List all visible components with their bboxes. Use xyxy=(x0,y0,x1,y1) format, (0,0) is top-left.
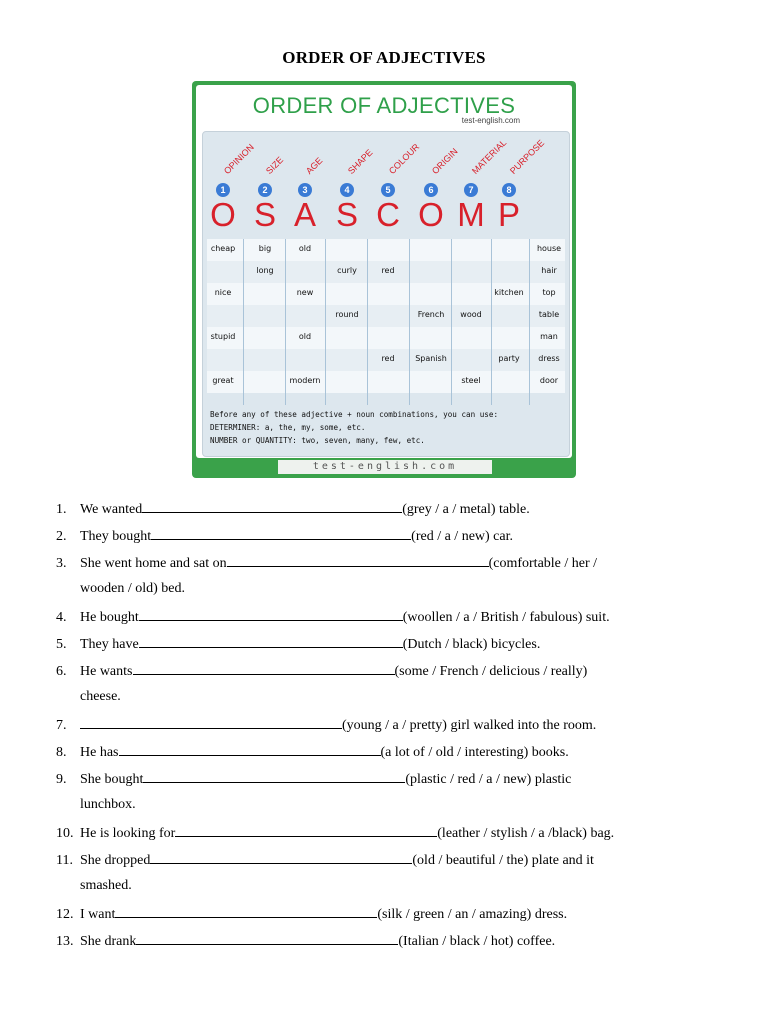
answer-blank[interactable] xyxy=(133,662,395,675)
exercise-stem: She went home and sat on xyxy=(80,556,227,571)
table-cell: top xyxy=(542,288,556,297)
table-cell: man xyxy=(540,332,558,341)
table-cell: dress xyxy=(538,354,560,363)
exercise-prompt: (old / beautiful / the) plate and it xyxy=(412,853,594,868)
table-cell: round xyxy=(335,310,359,319)
exercise-prompt: (grey / a / metal) table. xyxy=(402,502,530,517)
exercise-number: 5. xyxy=(56,637,67,652)
acronym-letter: S xyxy=(253,196,276,233)
answer-blank[interactable] xyxy=(119,743,381,756)
table-cell: old xyxy=(298,244,312,253)
column-divider xyxy=(409,239,410,405)
exercise-stem: He bought xyxy=(80,610,139,625)
acronym-letter: S xyxy=(335,196,358,233)
chart-panel xyxy=(202,131,570,457)
exercise-number: 8. xyxy=(56,745,67,760)
category-number-5: 5 xyxy=(381,183,395,197)
exercise-stem: They have xyxy=(80,637,139,652)
exercise-number: 3. xyxy=(56,556,67,571)
table-cell: modern xyxy=(289,376,321,385)
exercise-prompt: (leather / stylish / a /black) bag. xyxy=(437,826,615,841)
table-cell: wood xyxy=(460,310,482,319)
answer-blank[interactable] xyxy=(142,500,402,513)
exercise-item xyxy=(56,851,594,870)
category-label-opinion: OPINION xyxy=(221,142,256,176)
category-label-material: MATERIAL xyxy=(469,137,509,176)
answer-blank[interactable] xyxy=(150,851,412,864)
table-cell: stupid xyxy=(210,332,236,341)
table-row xyxy=(207,371,565,393)
exercise-continuation: cheese. xyxy=(80,689,121,704)
category-number-8: 8 xyxy=(502,183,516,197)
table-cell: hair xyxy=(541,266,557,275)
column-divider xyxy=(367,239,368,405)
answer-blank[interactable] xyxy=(80,716,342,729)
exercise-stem: He is looking for xyxy=(80,826,176,841)
table-row xyxy=(207,327,565,349)
table-cell: red xyxy=(381,354,395,363)
exercise-stem: I want xyxy=(80,907,116,922)
exercise-continuation: wooden / old) bed. xyxy=(80,581,185,596)
table-cell: curly xyxy=(337,266,357,275)
exercise-continuation: smashed. xyxy=(80,878,132,893)
chart-site-label: test-english.com xyxy=(461,116,520,125)
category-number-6: 6 xyxy=(424,183,438,197)
exercise-number: 6. xyxy=(56,664,67,679)
table-cell: French xyxy=(417,310,445,319)
exercise-stem: He wants xyxy=(80,664,133,679)
exercise-prompt: (comfortable / her / xyxy=(488,556,598,571)
acronym-letter: O xyxy=(210,196,236,233)
exercise-item xyxy=(56,932,555,951)
answer-blank[interactable] xyxy=(136,932,398,945)
category-number-1: 1 xyxy=(216,183,230,197)
exercise-item xyxy=(56,500,530,519)
exercise-item xyxy=(56,716,596,735)
answer-blank[interactable] xyxy=(139,635,403,648)
exercise-item xyxy=(56,824,614,843)
table-cell: big xyxy=(258,244,272,253)
table-cell: new xyxy=(296,288,314,297)
exercise-item xyxy=(56,662,587,681)
category-number-2: 2 xyxy=(258,183,272,197)
exercise-number: 1. xyxy=(56,502,67,517)
answer-blank[interactable] xyxy=(139,608,403,621)
exercise-stem: She bought xyxy=(80,772,144,787)
exercise-number: 9. xyxy=(56,772,67,787)
exercise-prompt: (woollen / a / British / fabulous) suit. xyxy=(402,610,610,625)
chart-inner xyxy=(196,85,572,458)
exercise-number: 10. xyxy=(56,826,74,841)
table-row xyxy=(207,305,565,327)
exercise-stem: We wanted xyxy=(80,502,143,517)
table-cell: kitchen xyxy=(494,288,524,297)
exercise-prompt: (plastic / red / a / new) plastic xyxy=(405,772,572,787)
table-cell: door xyxy=(539,376,559,385)
exercise-number: 13. xyxy=(56,934,74,949)
exercise-stem: He has xyxy=(80,745,119,760)
answer-blank[interactable] xyxy=(115,905,377,918)
exercise-number: 12. xyxy=(56,907,74,922)
exercise-prompt: (Dutch / black) bicycles. xyxy=(402,637,541,652)
acronym-letter: C xyxy=(376,196,400,233)
table-cell: table xyxy=(538,310,560,319)
chart-note: Before any of these adjective + noun combinations, you can use: xyxy=(210,410,499,419)
exercise-item xyxy=(56,743,569,762)
answer-blank[interactable] xyxy=(143,770,405,783)
table-cell: Spanish xyxy=(415,354,447,363)
acronym-letter: A xyxy=(293,196,316,233)
table-cell: nice xyxy=(214,288,232,297)
exercise-number: 4. xyxy=(56,610,67,625)
category-label-size: SIZE xyxy=(263,154,286,176)
exercise-stem: She drank xyxy=(80,934,137,949)
answer-blank[interactable] xyxy=(151,527,411,540)
answer-blank[interactable] xyxy=(175,824,437,837)
category-label-shape: SHAPE xyxy=(345,147,375,176)
category-number-4: 4 xyxy=(340,183,354,197)
acronym-letter: O xyxy=(418,196,444,233)
exercise-item xyxy=(56,770,571,789)
exercise-prompt: (Italian / black / hot) coffee. xyxy=(398,934,556,949)
category-label-purpose: PURPOSE xyxy=(507,137,547,176)
category-label-origin: ORIGIN xyxy=(429,146,460,176)
acronym-letter: P xyxy=(497,196,520,233)
exercise-item xyxy=(56,635,540,654)
category-label-age: AGE xyxy=(303,155,325,176)
acronym-letter: M xyxy=(457,196,485,233)
table-cell: old xyxy=(298,332,312,341)
chart-title: ORDER OF ADJECTIVES xyxy=(252,93,516,118)
order-of-adjectives-chart xyxy=(192,81,576,478)
chart-note: NUMBER or QUANTITY: two, seven, many, few, etc. xyxy=(210,436,425,445)
category-number-7: 7 xyxy=(464,183,478,197)
exercise-number: 2. xyxy=(56,529,67,544)
table-cell: party xyxy=(498,354,520,363)
exercise-item xyxy=(56,608,610,627)
category-number-3: 3 xyxy=(298,183,312,197)
exercise-prompt: (some / French / delicious / really) xyxy=(394,664,588,679)
exercise-prompt: (silk / green / an / amazing) dress. xyxy=(377,907,568,922)
table-cell: long xyxy=(256,266,274,275)
exercise-stem: She dropped xyxy=(80,853,151,868)
category-label-colour: COLOUR xyxy=(386,141,422,176)
answer-blank[interactable] xyxy=(227,554,489,567)
footer-site-label: test-english.com xyxy=(278,460,492,474)
exercise-prompt: (red / a / new) car. xyxy=(411,529,513,544)
exercise-number: 11. xyxy=(56,853,73,868)
exercise-item xyxy=(56,905,567,924)
table-cell: great xyxy=(212,376,234,385)
exercise-number: 7. xyxy=(56,718,67,733)
exercise-prompt: (young / a / pretty) girl walked into the room. xyxy=(342,718,597,733)
exercise-prompt: (a lot of / old / interesting) books. xyxy=(380,745,569,760)
page-title: ORDER OF ADJECTIVES xyxy=(282,48,486,67)
table-cell: house xyxy=(536,244,562,253)
exercise-continuation: lunchbox. xyxy=(80,797,136,812)
table-cell: steel xyxy=(461,376,481,385)
table-cell: cheap xyxy=(210,244,236,253)
chart-note: DETERMINER: a, the, my, some, etc. xyxy=(210,423,366,432)
exercise-item xyxy=(56,554,597,573)
chart-footer xyxy=(196,458,572,476)
table-cell: red xyxy=(381,266,395,275)
exercise-item xyxy=(56,527,513,546)
exercise-stem: They bought xyxy=(80,529,152,544)
